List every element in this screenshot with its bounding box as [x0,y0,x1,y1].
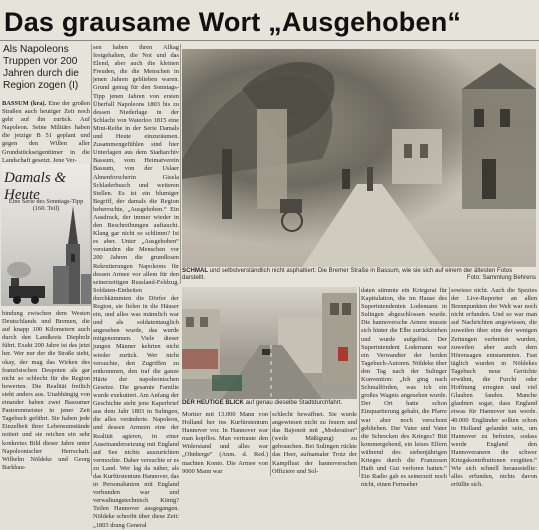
caption-kicker: SCHMAL [182,267,209,274]
top-rule [0,40,539,41]
caption-text: auf genau dieselbe Stadtdurchfahrt. [243,399,343,406]
damals-heute-subtitle: Eine Serie des Sonntags-Tipp (160. Teil) [8,198,84,213]
dateline: BASSUM (kra). [2,100,47,107]
big-photo-caption [182,267,536,285]
damals-heute-logo: Damals & Heute [4,170,67,203]
church-illustration [51,204,91,304]
steam-locomotive-illustration [5,260,51,304]
caption-kicker: DER HEUTIGE BLICK [182,399,244,406]
modern-street-photo [182,287,357,399]
column-divider [180,44,181,284]
small-photo-caption [182,399,358,409]
headline: Das grausame Wort „Ausgehoben“ [4,7,462,37]
photo-credit: Foto: Sammlung Behrens [466,274,536,282]
modern-street-scene [182,287,357,399]
damals-und-heute-box [1,164,91,306]
caption-text: und selbstverständlich nicht asphaltiert: Die Bremer Straße in Bassum, wie sie sich auf einem der ältesten Fotos darstellt. [182,267,513,282]
historic-street-photo [182,49,536,267]
column-divider [91,44,92,476]
column-divider [359,287,360,477]
subheadline: Als Napoleons Truppen vor 200 Jahren durch die Region zogen (I) [3,44,79,91]
column-divider [270,411,271,476]
column-1-bottom: bindung zwischen dem Westen Deutschlands und Bremen, die auf knapp 100 Kilometern auch durch den Landkreis Diepholz führt. Exakt 200 Jahre ist das jetzt her. Wer nur der die Straße sieht, okay, der mag das Wirken des französischen Despoten als gar nicht so schlecht für die Region bewerten. Die Realität freilich sieht anders aus. Unabhängig von einander haben zwei Bassumer Pastorenmeister in jener Zeit Tagebuch geführt. Sie haben jede Einzelheit ihrer Lebensumstände notiert und sie reichen ein sehr konkretes Bild dieser Jahre unter Napoleonischer Herrschaft. Wilhelm Nöldeke und Georg Barkhau- [2,310,90,471]
column-1-top [2,100,90,162]
column-divider [449,287,450,477]
column-2: sen haben ihren Alltag festgehalten, die Not und das Elend, aber auch die kleinen Freuden, die die Menschen in jenen Jahren geblieben waren. Grund genug für den Sonntags-Tipp jenen Jahren von ersten Überfall Napoleons 1803 bis zu dessen Niederlage in der Schlacht von Waterloo 1815 eine Mini-Reihe in der Serie Damals und Heute einzuräumen. Zusammengefühlen sind hier Unterlagen aus dem Stadtarchiv Bassum, vom Heimatverein Bassum, von der Uslaer Ahnenforscherin Gisela Schladerbusch und weiteren Stellen. Es ist ein blumiger Begriff, der damals die Region beherrschte, „Ausgehoben.“ Ein Ausdruck, der immer wieder in den Beschreibungen auftaucht. Klang gar nicht so schlimm? Ist es aber. Unter „Ausgehoben“ verstanden die Menschen vor 200 Jahren die grundlosen Rekrutierungen Napoleons für dessen Armee vor allem für den seinerzeitigen Russland-Feldzug. Soldaten-Einheiten durchkämmten die Dörfer der Region, sie fielen in die Häuser ein, und alles was männlich war und als soldatentauglich angesehen wurde, das wurde mitgenommen. Viele dieser jungen Männer kehrten nicht wieder zurück. Wer nicht versuchte, den Zugriffen zu entkommen, den traf die ganze Härte der napoleonischen Gesetze. Die gesamte Familie wurde exekutiert. Am Anfang der Geschichte steht jene Kaperbrief aus dem Jahr 1803 in Sulingen, die alles veränderte. Napoleon, und dessen Armeen eine der Realität agieren, in einer Auseinandersetzung mit England auf See nichts auszurichten vermochte. Daher versuchte er es zu Land. Wer lag da näher, als das Kurfürstentum Hannover, das in Personalunion mit England verbunden war und verwaltungstechnisch König? Teilen Hannover ausgegangen. Nöldeke schreibt über diese Zeit: „1803 drang General [93,44,179,529]
column-5: daten stimmte ein Kriegsrat für Kapitulation, die im Hause des Superintendenten Lodemann in Sulingen abgeschlossen wurde. Die hannoversche Armee musste sich hinter die Elbe zurückziehen und wurde aufgelöst. Der Superintendent Lodemann war ein Verwandter der beiden Tagebuch-Autoren. Nöldeke über den Tag nach der Sulinger Konvention: „Ich ging nach Schmalförden, was ich ein großes Wagnis angesehen wurde. Der Ort hatte schon Einquartierung gehabt, die Pfarre war aber noch verschont geblieben. Der Vater und Vater die Schrecken des Krieges? Bitt kommergehend, ein leises Elfern während des siebenjährigen Krieges durch die Franzosen Haib und Gut verloren hatten.“ Ein Radio gab es seinerzeit noch nicht, einen Fernseher [361,287,447,489]
column-3-bottom: Mortier mit 13.000 Mann von Holland her ins Kurfürstentum Hannover vor. In Hannover war man kopflos. Man vertraute den Widerstand und alles war „Ohnberge“ (Anm. d. Red.) machten Konto. Die Armee von 9000 Mann war [182,411,268,475]
column-6: sowieso nicht. Auch die Spezies der Live-Reporter an allen Brennpunkten der Welt war noch nicht erfunden. Und so war man auf Nachrichten angewiesen, die zuweilen über eine der wenigen Zeitungen verbreitet wurden, zuweilen aber auch dem Hörensagen entstammten. Fast täglich wurden in Nöldekes Tagebuch neue Gerüchte erwähnt, die Furcht oder Hoffnung erregten und viel Glauben fanden. Manche glaubten sogar, dass England etwas für Hannover tun werde. 40.000 Engländer sollten schon in Holland gelandet sein, um Hannover zu befreien, sodass werde England den Hannoveranern die schwer Kriegskontributionen vergüten.“ Wie sich schnell herausstellte: alles erfunden, nichts davon erfüllte sich. [451,287,537,489]
historic-street-scene [182,49,536,267]
column-4-bottom: schlecht bewaffnet. Sie wurde angewiesen nicht zu feuern und das Bajonett mit „Moderation“ (weile Mäßigung) zu gebrauchen. Bei Sulingen rückte das Heer, aufnamaler Trotz der Kampflust der hannoverschen Offiziere und Sol- [272,411,357,475]
column-1-top-text: Eine der großen Straßen auch heutiger Zeit noch geht auf ihn zurück. Auf Napoleon. Seine Militärs haben die jetzige B 51 geplant und gegen den Willen aller Grundstückseigentümer in die Landschaft gesetzt. Jene Ver- [2,100,90,164]
